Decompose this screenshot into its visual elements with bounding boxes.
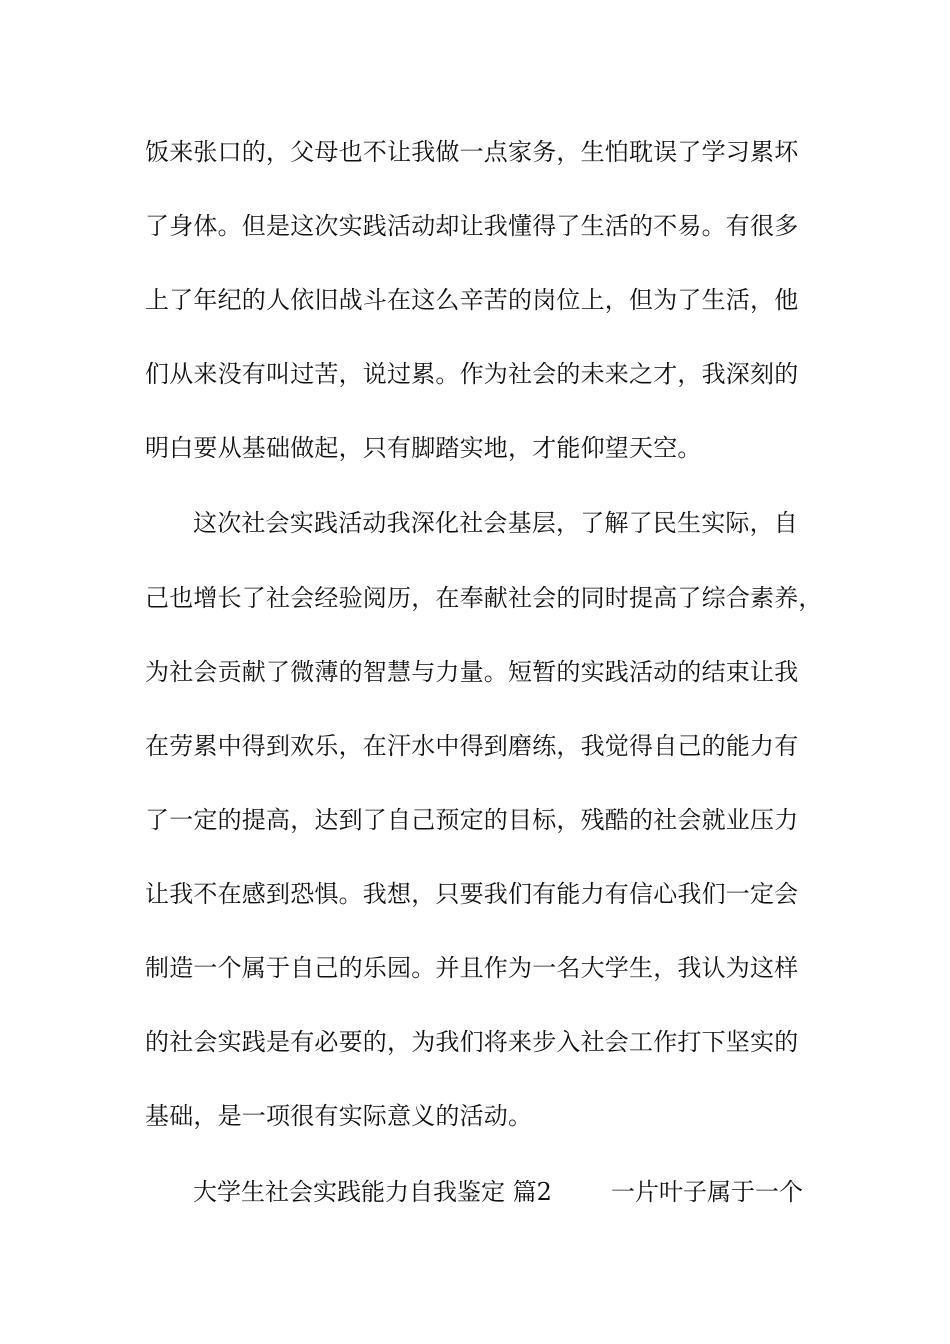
paragraph-line: 让我不在感到恐惧。我想，只要我们有能力有信心我们一定会	[145, 880, 799, 908]
paragraph-line: 的社会实践是有必要的，为我们将来步入社会工作打下坚实的	[145, 1028, 799, 1056]
paragraph-line: 们从来没有叫过苦，说过累。作为社会的未来之才，我深刻的	[145, 360, 799, 388]
paragraph-line: 基础，是一项很有实际意义的活动。	[145, 1102, 533, 1130]
paragraph-line: 制造一个属于自己的乐园。并且作为一名大学生，我认为这样	[145, 954, 799, 982]
paragraph-line: 了一定的提高，达到了自己预定的目标，残酷的社会就业压力	[145, 806, 799, 834]
paragraph-line: 明白要从基础做起，只有脚踏实地，才能仰望天空。	[145, 434, 702, 462]
paragraph-line: 了身体。但是这次实践活动却让我懂得了生活的不易。有很多	[145, 212, 799, 240]
paragraph-line: 这次社会实践活动我深化社会基层，了解了民生实际，自	[193, 509, 798, 537]
paragraph-line: 为社会贡献了微薄的智慧与力量。短暂的实践活动的结束让我	[145, 658, 799, 686]
paragraph-line: 饭来张口的，父母也不让我做一点家务，生怕耽误了学习累坏	[145, 138, 799, 166]
paragraph-line: 在劳累中得到欢乐，在汗水中得到磨练，我觉得自己的能力有	[145, 732, 799, 760]
section-heading: 大学生社会实践能力自我鉴定 篇2	[193, 1178, 552, 1206]
section-heading-row	[193, 1176, 813, 1208]
paragraph-line: 己也增长了社会经验阅历，在奉献社会的同时提高了综合素养，	[145, 584, 823, 612]
paragraph-continuation: 一片叶子属于一个	[611, 1178, 803, 1206]
paragraph-line: 上了年纪的人依旧战斗在这么辛苦的岗位上，但为了生活，他	[145, 286, 799, 314]
